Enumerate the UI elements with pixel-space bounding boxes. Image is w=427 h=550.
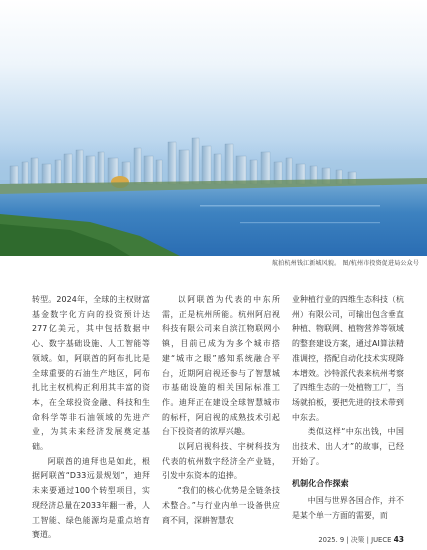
paragraph: 转型。2024年，全球的主权财富基金数字化方向的投资预计达277亿美元，其中包括数据中心、数字基础设施、人工智能等领域。如，阿联酋的阿布扎比是全球重要的石油生产地区，阿布扎比主权机构正利用其丰富的资本，在全球投资金融、科技和生命科学等非石油领域的先进产业，为其未来经济发展奠定基础。 <box>32 295 150 452</box>
paragraph: “我们的核心优势是全链条技术整合。”与行业内单一设备供应商不同，深耕智慧农 <box>162 486 280 525</box>
page-number: 43 <box>393 535 404 544</box>
photo-caption: 航拍杭州钱江新城风貌。 图/杭州市投资促进局公众号 <box>272 260 419 267</box>
paragraph: 阿联酋的迪拜也是如此，根据阿联酋“D33远景规划”，迪拜未来要通过100个转型项目，实现经济总量在2033年翻一番，人工智能、绿色能源均是重点培育赛道。 <box>32 456 150 540</box>
article-column-2 <box>162 293 280 528</box>
hangzhou-skyline-image <box>0 0 427 256</box>
paragraph: 业种植行业的四维生态科技（杭州）有限公司，可输出包含垂直种植、物联网、植物营养等领域的整套建设方案，通过AI算法精准调控，搭配自动化技术实现降本增效。沙特派代表来杭州考察了四维生态的一处植物工厂，当场就拍板，要把先进的技术带到中东去。 <box>292 295 404 422</box>
issue-label: 2025. 9 | 决策 | JUECE <box>318 536 392 544</box>
paragraph: 以阿联酋为代表的中东所需，正是杭州所能。杭州阿启视科技有限公司来自滨江物联网小镇，目前已成为为多个城市搭建“城市之眼”感知系统融合平台，近期阿启视还参与了智慧城市基础设施的相关国际标准工作。迪拜正在建设全球智慧城市的标杆，阿启视的成熟技术引起台下投资者的浓厚兴趣。 <box>162 295 280 437</box>
city-skyline-photo <box>0 0 427 256</box>
paragraph: 类似这样“中东出钱，中国出技术、出人才”的故事，已经开始了。 <box>292 427 404 466</box>
article-column-3 <box>292 293 404 524</box>
section-heading: 机制化合作探索 <box>292 479 349 489</box>
page-footer <box>0 534 404 544</box>
paragraph: 中国与世界各国合作，并不是某个单一方面的需要，而 <box>292 496 404 521</box>
paragraph: 以阿启视科技、宇树科技为代表的杭州数字经济全产业链，引发中东资本的追捧。 <box>162 442 280 481</box>
article-column-1 <box>32 293 150 543</box>
